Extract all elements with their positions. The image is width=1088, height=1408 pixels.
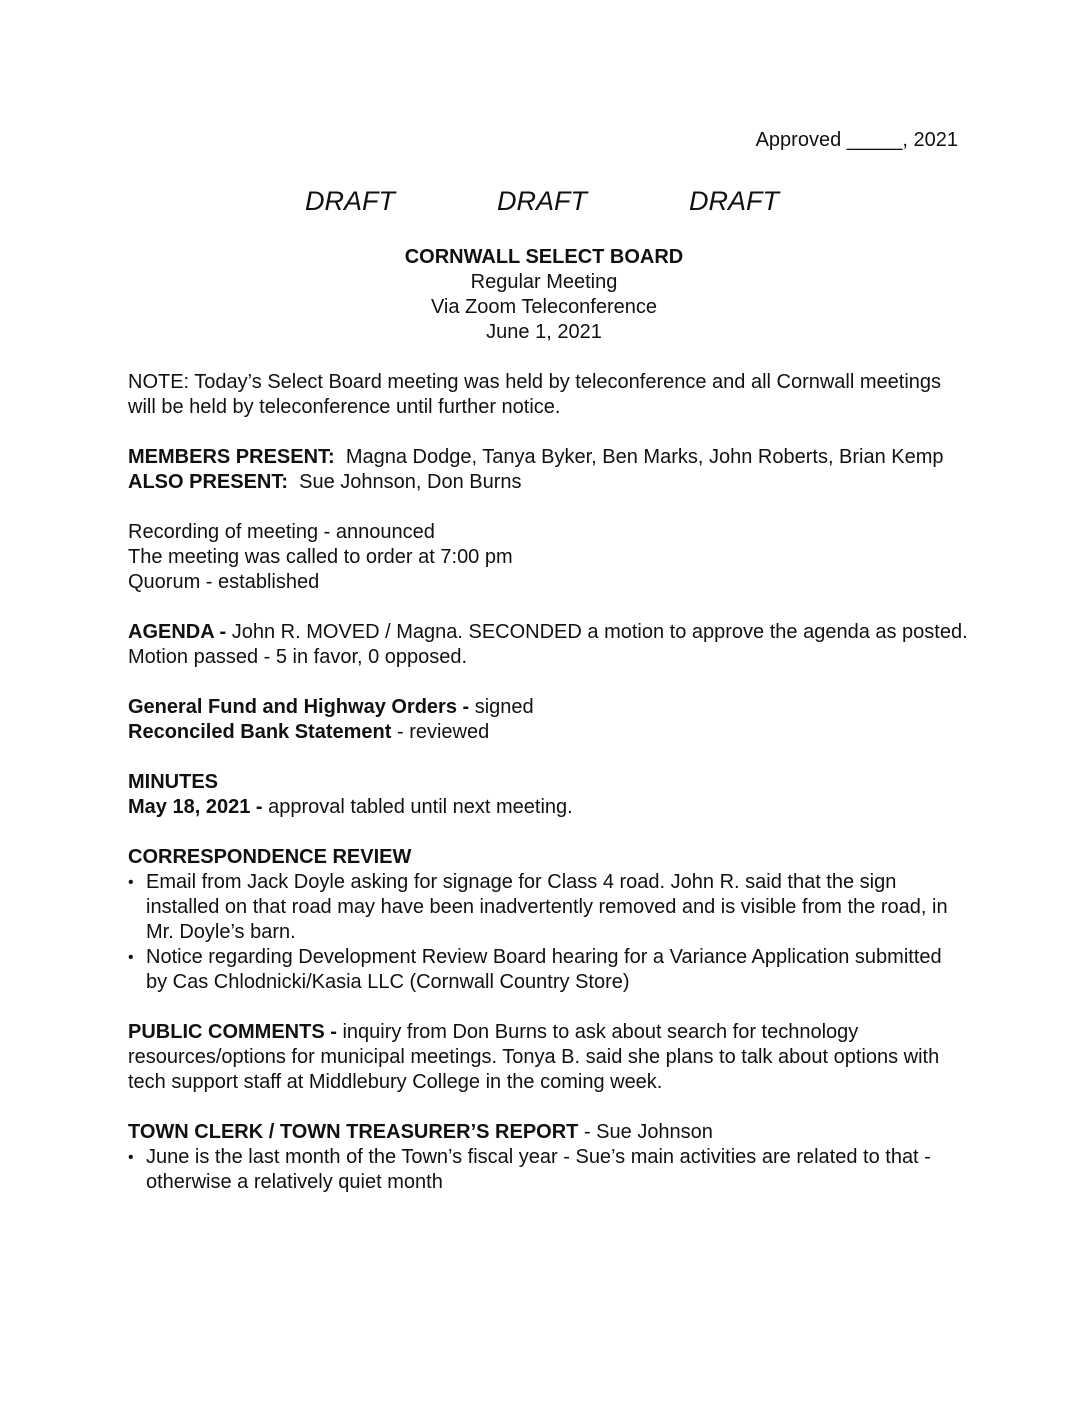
agenda-label: AGENDA - <box>128 621 227 643</box>
minutes-section <box>128 770 968 820</box>
list-item-text: Notice regarding Development Review Board hearing for a Variance Application submitted by Cas Chlodnicki/Kasia LLC (Cornwall Country Store) <box>146 946 942 993</box>
bullet-icon: • <box>128 1149 134 1166</box>
minutes-date-label: May 18, 2021 - <box>128 796 263 818</box>
list-item-text: June is the last month of the Town’s fiscal year - Sue’s main activities are related to that - otherwise a relatively quiet month <box>146 1146 931 1193</box>
clerk-report-heading-line <box>128 1120 968 1145</box>
note-paragraph: NOTE: Today’s Select Board meeting was held by teleconference and all Cornwall meetings will be held by teleconference until further notice. <box>128 371 942 418</box>
correspondence-section <box>128 845 968 995</box>
members-present-list: Magna Dodge, Tanya Byker, Ben Marks, John Roberts, Brian Kemp <box>345 446 944 468</box>
draft-label: DRAFT <box>497 186 587 216</box>
attendance-section <box>128 445 968 495</box>
also-present-label: ALSO PRESENT: <box>128 471 289 493</box>
clerk-report-list <box>128 1145 968 1195</box>
agenda-section <box>128 620 968 670</box>
orders-section <box>128 695 968 745</box>
bullet-icon: • <box>128 874 134 891</box>
public-comments-section <box>128 1020 968 1095</box>
minutes-line <box>128 795 968 820</box>
opening-line: Recording of meeting - announced <box>128 521 435 543</box>
bank-statement-text: - reviewed <box>396 721 490 743</box>
list-item <box>128 945 968 995</box>
also-present <box>128 470 968 495</box>
general-fund-text: signed <box>474 696 534 718</box>
opening-line: The meeting was called to order at 7:00 pm <box>128 546 513 568</box>
meeting-type: Regular Meeting <box>470 271 618 293</box>
meeting-header <box>0 245 1088 345</box>
list-item-text: Email from Jack Doyle asking for signage for Class 4 road. John R. said that the sign installed on that road may have been inadvertently removed and is visible from the road, in Mr. Doyle’s barn. <box>146 871 948 943</box>
bank-statement-line <box>128 720 968 745</box>
list-item <box>128 1145 968 1195</box>
draft-label: DRAFT <box>305 186 395 216</box>
correspondence-heading: CORRESPONDENCE REVIEW <box>128 846 412 868</box>
draft-label: DRAFT <box>689 186 779 216</box>
minutes-heading: MINUTES <box>128 771 218 793</box>
draft-watermark-row <box>0 184 1088 218</box>
correspondence-list <box>128 870 968 995</box>
general-fund-line <box>128 695 968 720</box>
meeting-date: June 1, 2021 <box>486 321 602 343</box>
org-title: CORNWALL SELECT BOARD <box>404 246 684 268</box>
minutes-text: approval tabled until next meeting. <box>268 796 573 818</box>
minutes-body <box>128 370 968 1220</box>
opening-line: Quorum - established <box>128 571 320 593</box>
clerk-report-presenter: - Sue Johnson <box>583 1121 713 1143</box>
bullet-icon: • <box>128 949 134 966</box>
bank-statement-label: Reconciled Bank Statement <box>128 721 392 743</box>
members-present <box>128 445 968 470</box>
public-comments-text: inquiry from Don Burns to ask about search for technology resources/options for municipal meetings. Tonya B. said she plans to talk about options with tech support staff at Middlebury College in the coming week. <box>128 1021 940 1093</box>
meeting-venue: Via Zoom Teleconference <box>430 296 658 318</box>
clerk-report-section <box>128 1120 968 1195</box>
general-fund-label: General Fund and Highway Orders - <box>128 696 470 718</box>
clerk-report-label: TOWN CLERK / TOWN TREASURER’S REPORT <box>128 1121 579 1143</box>
members-present-label: MEMBERS PRESENT: <box>128 446 335 468</box>
also-present-list: Sue Johnson, Don Burns <box>299 471 522 493</box>
opening-section <box>128 520 968 595</box>
public-comments-label: PUBLIC COMMENTS - <box>128 1021 337 1043</box>
list-item <box>128 870 968 945</box>
agenda-text: John R. MOVED / Magna. SECONDED a motion to approve the agenda as posted. Motion passed - 5 in favor, 0 opposed. <box>128 621 968 668</box>
approved-line: Approved _____, 2021 <box>755 129 958 151</box>
